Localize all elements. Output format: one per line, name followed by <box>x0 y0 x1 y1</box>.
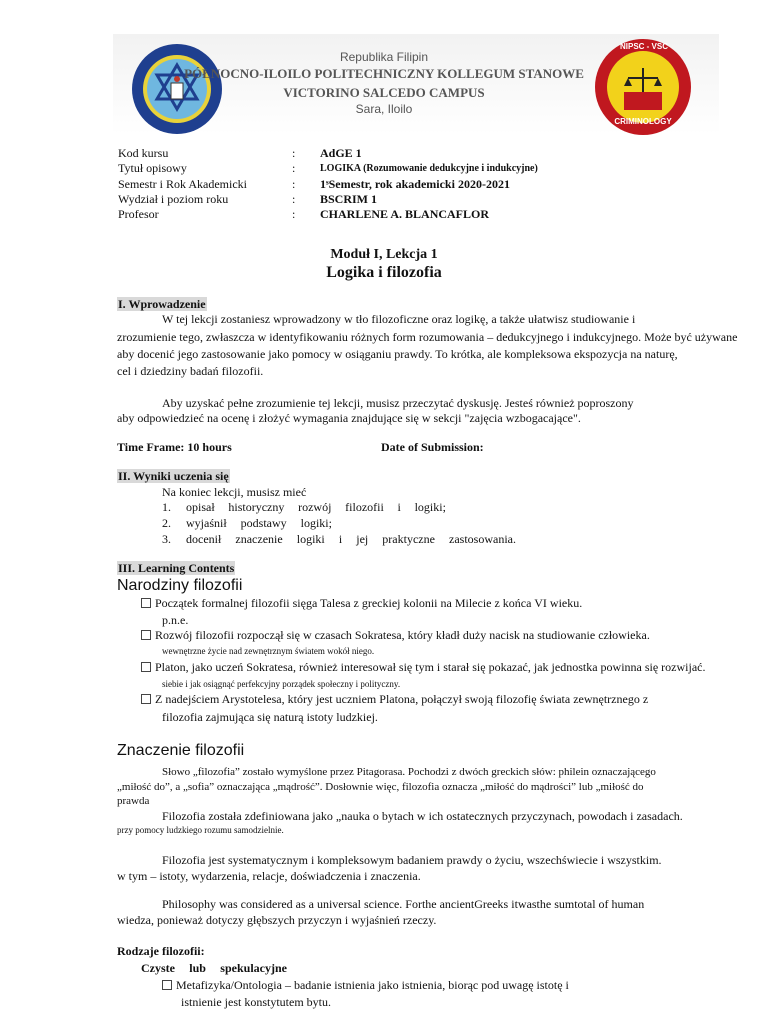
course-code-value: AdGE 1 <box>320 146 362 160</box>
outcome-word: znaczenie <box>235 532 283 546</box>
intro-heading-text: I. Wprowadzenie <box>118 297 206 311</box>
outcome-word: zastosowania. <box>449 532 516 546</box>
outcome-word: wyjaśnił <box>186 516 227 530</box>
semester-value: 1ˢSemestr, rok akademicki 2020-2021 <box>320 177 510 191</box>
intro-line: Aby uzyskać pełne zrozumienie tej lekcji, musisz przeczytać dyskusję. Jesteś również poproszony <box>162 396 634 410</box>
intro-line: cel i dziedziny badań filozofii. <box>117 364 264 378</box>
outcome-word: opisał <box>186 500 215 514</box>
outcome-word: praktyczne <box>382 532 435 546</box>
outcome-word: historyczny <box>228 500 285 514</box>
section-heading-contents <box>117 561 235 576</box>
meaning-line: wiedza, ponieważ dotyczy głębszych przyczyn i wyjaśnień rzeczy. <box>117 913 437 927</box>
bullet-continuation: wewnętrzne życie nad zewnętrznym światem wokół niego. <box>162 646 375 656</box>
contents-heading-text: III. Learning Contents <box>118 561 235 575</box>
bullet-item <box>141 660 706 675</box>
outcome-word: podstawy <box>240 516 287 530</box>
kinds-sub-word: spekulacyjne <box>220 961 287 975</box>
right-logo-bottom-text: CRIMINOLOGY <box>614 117 672 126</box>
separator: : <box>292 177 296 191</box>
kinds-sub-word: lub <box>189 961 206 975</box>
kinds-of-philosophy-heading: Rodzaje filozofii: <box>117 944 205 958</box>
birth-of-philosophy-title: Narodziny filozofii <box>117 577 243 594</box>
kinds-item <box>162 978 569 993</box>
intro-line: aby docenić jego zastosowanie jako pomocy w osiąganiu prawdy. To krótka, ale kompleksowa ekspozycja na naturę, <box>117 347 678 361</box>
outcome-word: rozwój <box>298 500 332 514</box>
course-info-table <box>0 146 768 226</box>
bullet-continuation: siebie i jak osiągnąć perfekcyjny porządek społeczny i polityczny. <box>162 679 401 689</box>
kinds-subheading <box>141 961 287 976</box>
checkbox-bullet-icon <box>141 662 151 672</box>
outcome-item <box>186 500 446 515</box>
meaning-line-small: przy pomocy ludzkiego rozumu samodzielnie. <box>117 825 284 835</box>
bullet-text: Z nadejściem Arystotelesa, który jest uczniem Platona, połączył swoją filozofię świata zewnętrznego z <box>155 692 649 706</box>
bullet-item <box>141 692 648 707</box>
outcome-word: logiki <box>296 532 325 546</box>
meaning-line: „miłość do”, a „sofia” oznaczająca „mądrość”. Dosłownie więc, filozofia oznacza „miłość do mądrości” lub „miłość do <box>117 781 644 793</box>
outcome-word: logiki; <box>300 516 332 530</box>
outcome-word: i <box>397 500 401 514</box>
meaning-of-philosophy-title: Znaczenie filozofii <box>117 742 245 759</box>
meaning-line: w tym – istoty, wydarzenia, relacje, doświadczenia i znaczenia. <box>117 869 421 883</box>
outcome-word: i <box>338 532 343 546</box>
checkbox-bullet-icon <box>141 694 151 704</box>
section-heading-outcomes <box>117 469 230 484</box>
header-city: Sara, Iloilo <box>355 102 413 116</box>
separator: : <box>292 146 296 160</box>
bullet-text: Rozwój filozofii rozpoczął się w czasach Sokratesa, który kładł duży nacisk na studiowanie człowieka. <box>155 628 650 642</box>
semester-label: Semestr i Rok Akademicki <box>118 177 247 191</box>
outcome-number: 2. <box>162 516 171 530</box>
kinds-sub-word: Czyste <box>141 961 175 975</box>
outcome-number: 1. <box>162 500 171 514</box>
checkbox-bullet-icon <box>141 630 151 640</box>
bullet-continuation: filozofia zajmująca się naturą istoty ludzkiej. <box>162 710 378 724</box>
meaning-line: prawda <box>117 795 150 807</box>
intro-line: W tej lekcji zostaniesz wprowadzony w tło filozoficzne oraz logikę, a także ułatwisz studiowanie i <box>162 312 636 326</box>
module-number: Moduł I, Lekcja 1 <box>330 247 438 262</box>
header-college: PÓŁNOCNO-ILOILO POLITECHNICZNY KOLLEGUM STANOWE <box>184 66 584 81</box>
bullet-item <box>141 628 650 643</box>
outcomes-lead: Na koniec lekcji, musisz mieć <box>162 485 307 499</box>
checkbox-bullet-icon <box>141 598 151 608</box>
kinds-item-text: Metafizyka/Ontologia – badanie istnienia jako istnienia, biorąc pod uwagę istotę i <box>176 978 569 992</box>
course-title-label: Tytuł opisowy <box>118 161 187 175</box>
lesson-title: Logika i filozofia <box>326 264 442 281</box>
bullet-text: Początek formalnej filozofii sięga Talesa z greckiej kolonii na Milecie z końca VI wieku. <box>155 596 583 610</box>
course-info-row <box>0 192 768 207</box>
outcome-word: docenił <box>186 532 222 546</box>
intro-line: aby odpowiedzieć na ocenę i złożyć wymagania znajdujące się w sekcji "zajęcia wzbogacające". <box>117 411 581 425</box>
meaning-line: Philosophy was considered as a universal science. Forthe ancientGreeks itwasthe sumtotal of human <box>162 897 645 911</box>
outcome-word: logiki; <box>414 500 446 514</box>
section-heading-intro <box>117 297 207 312</box>
meaning-line: Słowo „filozofia” zostało wymyślone przez Pitagorasa. Pochodzi z dwóch greckich słów: philein oznaczającego <box>162 766 656 778</box>
meaning-line: Filozofia jest systematycznym i kompleksowym badaniem prawdy o życiu, wszechświecie i wszystkim. <box>162 853 662 867</box>
course-info-row <box>0 207 768 222</box>
bullet-text: Platon, jako uczeń Sokratesa, również interesował się tym i starał się pokazać, jak jednostka powinna się rozwijać. <box>155 660 706 674</box>
outcome-item <box>186 532 516 547</box>
department-value: BSCRIM 1 <box>320 192 378 206</box>
kinds-item-continuation: istnienie jest konstytutem bytu. <box>181 995 331 1009</box>
outcome-word: jej <box>356 532 369 546</box>
meaning-line: Filozofia została zdefiniowana jako „nauka o bytach w ich ostatecznych przyczynach, powodach i zasadach. <box>162 809 683 823</box>
professor-label: Profesor <box>118 207 159 221</box>
outcome-number: 3. <box>162 532 171 546</box>
course-title-value: LOGIKA (Rozumowanie dedukcyjne i indukcyjne) <box>320 163 538 174</box>
professor-value: CHARLENE A. BLANCAFLOR <box>320 207 490 221</box>
course-info-row <box>0 146 768 161</box>
header-campus: VICTORINO SALCEDO CAMPUS <box>283 85 485 100</box>
header-country: Republika Filipin <box>339 50 429 64</box>
outcome-word: filozofii <box>345 500 384 514</box>
date-of-submission: Date of Submission: <box>381 440 484 454</box>
course-info-row <box>0 161 768 176</box>
separator: : <box>292 161 296 175</box>
course-info-row <box>0 177 768 192</box>
bullet-continuation: p.n.e. <box>162 613 189 627</box>
course-code-label: Kod kursu <box>118 146 169 160</box>
department-label: Wydział i poziom roku <box>118 192 229 206</box>
intro-line: zrozumienie tego, zwłaszcza w identyfikowaniu różnych form rozumowania – dedukcyjnego i indukcyjnego. Może być używane <box>117 330 738 344</box>
time-frame: Time Frame: 10 hours <box>117 440 232 454</box>
separator: : <box>292 192 296 206</box>
right-logo-top-text: NIPSC - VSC <box>620 42 669 51</box>
outcomes-heading-text: II. Wyniki uczenia się <box>118 469 229 483</box>
bullet-item <box>141 596 582 611</box>
checkbox-bullet-icon <box>162 980 172 990</box>
outcome-item <box>186 516 332 531</box>
separator: : <box>292 207 296 221</box>
